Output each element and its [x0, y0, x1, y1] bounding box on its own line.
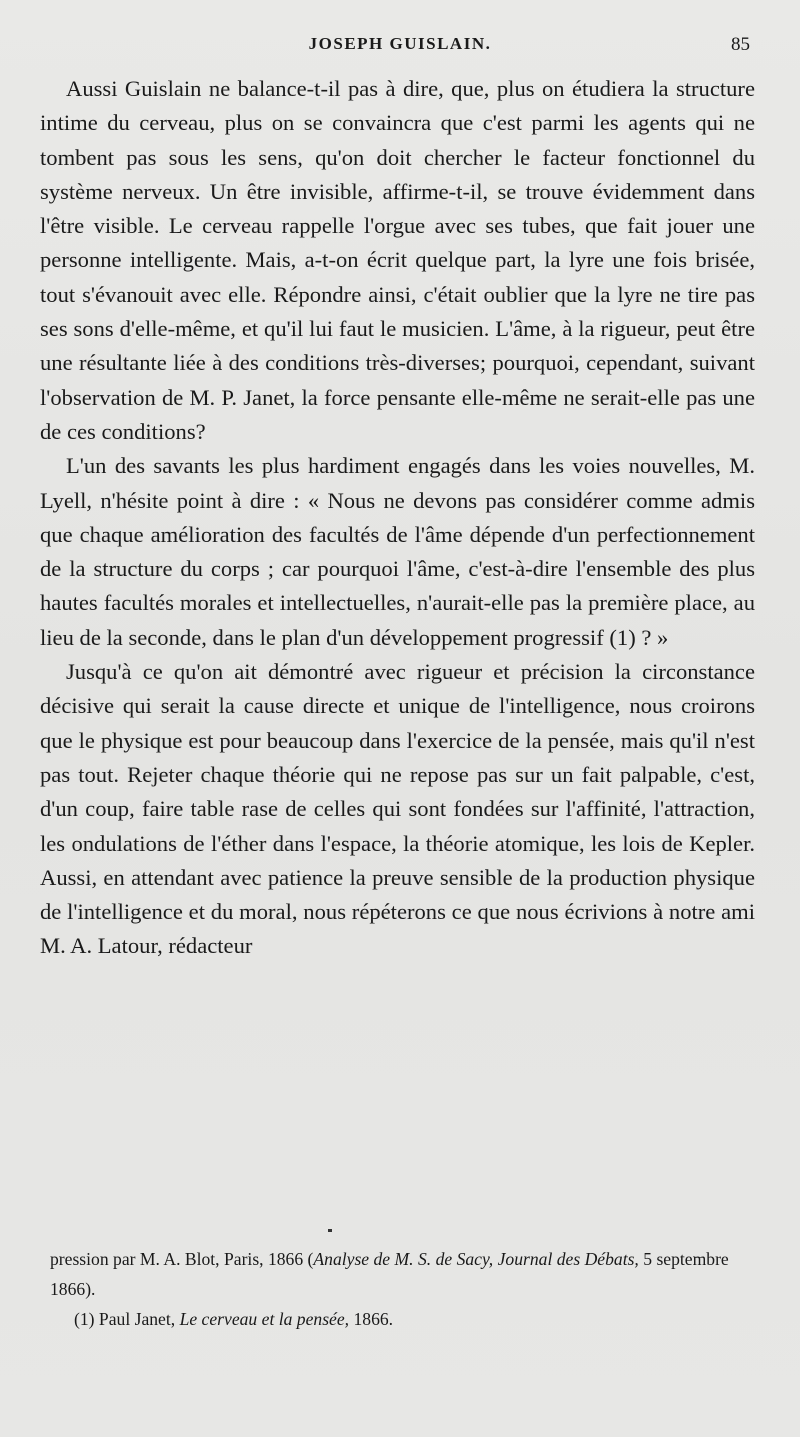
footnote-continuation: [50, 1244, 762, 1304]
page-number: 85: [731, 34, 750, 55]
paragraph-guislain: Aussi Guislain ne balance-t-il pas à dire, que, plus on étudiera la structure intime du cerveau, plus on se convaincra que c'est parmi les agents qui ne tombent pas sous les sens, qu'on doit chercher le facteur fonctionnel du système nerveux. Un être invisible, affirme-t-il, se trouve évidemment dans l'être visible. Le cerveau rappelle l'orgue avec ses tubes, que fait jouer une personne intelligente. Mais, a-t-on écrit quelque part, la lyre une fois brisée, tout s'évanouit avec elle. Répondre ainsi, c'était oublier que la lyre ne tire pas ses sons d'elle-même, et qu'il lui faut le musicien. L'âme, à la rigueur, peut être une résultante liée à des conditions très-diverses; pourquoi, cependant, suivant l'observation de M. P. Janet, la force pensante elle-même ne serait-elle pas une de ces conditions?: [40, 76, 755, 444]
footnote-1-author: Paul Janet,: [98, 1309, 176, 1329]
body-text: [40, 72, 755, 964]
footnotes: [50, 1244, 762, 1334]
footnote-1-year: 1866.: [353, 1309, 394, 1329]
paragraph-lyell: L'un des savants les plus hardiment engagés dans les voies nouvelles, M. Lyell, n'hésite point à dire : « Nous ne devons pas considérer comme admis que chaque amélioration des facultés de l'âme dépende d'un perfectionnement de la structure du corps ; car pourquoi l'âme, c'est-à-dire l'ensemble des plus hautes facultés morales et intellectuelles, n'aurait-elle pas la première place, au lieu de la seconde, dans le plan d'un développement progressif (1) ? »: [40, 453, 755, 650]
footnote-continuation-end: 5 septembre 1866).: [50, 1249, 729, 1299]
footnote-1-title: Le cerveau et la pensée,: [179, 1309, 350, 1329]
footnote-continuation-italic: Analyse de M. S. de Sacy, Journal des Débats,: [313, 1249, 639, 1269]
paragraph-intelligence: Jusqu'à ce qu'on ait démontré avec rigueur et précision la circonstance décisive qui serait la cause directe et unique de l'intelligence, nous croirons que le physique est pour beaucoup dans l'exercice de la pensée, mais qu'il n'est pas tout. Rejeter chaque théorie qui ne repose pas sur un fait palpable, c'est, d'un coup, faire table rase de celles qui sont fondées sur l'affinité, l'attraction, les ondulations de l'éther dans l'espace, la théorie atomique, les lois de Kepler. Aussi, en attendant avec patience la preuve sensible de la production physique de l'intelligence et du moral, nous répéterons ce que nous écrivions à notre ami M. A. Latour, rédacteur: [40, 659, 755, 959]
footnote-1-marker: (1): [74, 1309, 95, 1329]
footnote-separator: [328, 1229, 332, 1232]
running-title: JOSEPH GUISLAIN.: [308, 34, 492, 53]
footnote-1: [50, 1304, 762, 1334]
running-head: [0, 34, 800, 58]
footnote-continuation-start: pression par M. A. Blot, Paris, 1866 (: [50, 1249, 314, 1269]
